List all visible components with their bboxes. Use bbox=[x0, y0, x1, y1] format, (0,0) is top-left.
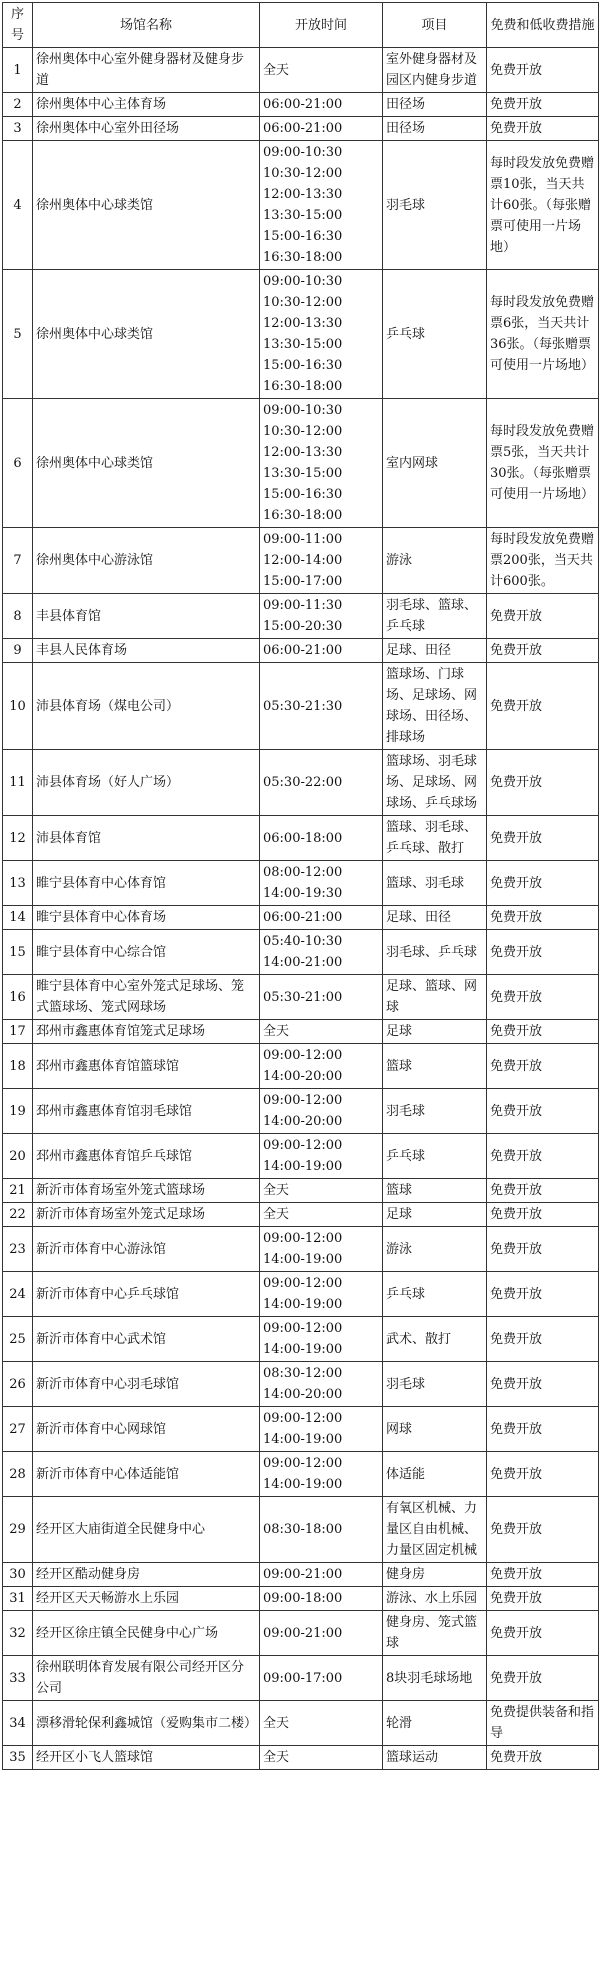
time-slot: 09:00-12:00 bbox=[263, 1048, 343, 1063]
table-row bbox=[3, 1317, 599, 1362]
table-row bbox=[3, 1746, 599, 1770]
venue-cell: 新沂市体育中心武术馆 bbox=[33, 1317, 260, 1362]
item-cell: 体适能 bbox=[383, 1452, 487, 1497]
time-slot: 08:00-12:00 bbox=[263, 865, 343, 880]
time-slot: 14:00-19:00 bbox=[263, 1252, 343, 1267]
table-row bbox=[3, 141, 599, 270]
serial-cell: 23 bbox=[3, 1227, 33, 1272]
fee-cell: 免费开放 bbox=[487, 975, 599, 1020]
fee-cell: 每时段发放免费赠票6张，当天共计36张。（每张赠票可使用一片场地） bbox=[487, 270, 599, 399]
item-cell: 室外健身器材及园区内健身步道 bbox=[383, 48, 487, 93]
serial-cell: 13 bbox=[3, 861, 33, 906]
item-cell: 篮球场、门球场、足球场、网球场、田径场、排球场 bbox=[383, 663, 487, 750]
hours-cell bbox=[260, 1587, 383, 1611]
item-cell: 8块羽毛球场地 bbox=[383, 1656, 487, 1701]
fee-cell: 每时段发放免费赠票10张，当天共计60张。（每张赠票可使用一片场地） bbox=[487, 141, 599, 270]
time-slot: 09:00-10:30 bbox=[263, 145, 343, 160]
table-row bbox=[3, 639, 599, 663]
venue-cell: 徐州奥体中心球类馆 bbox=[33, 141, 260, 270]
hours-cell bbox=[260, 141, 383, 270]
table-row bbox=[3, 93, 599, 117]
venue-cell: 经开区小飞人篮球馆 bbox=[33, 1746, 260, 1770]
time-slot: 09:00-12:00 bbox=[263, 1411, 343, 1426]
hours-cell bbox=[260, 1407, 383, 1452]
time-slot: 10:30-12:00 bbox=[263, 295, 343, 310]
header-venue: 场馆名称 bbox=[33, 3, 260, 48]
time-slot: 14:00-19:30 bbox=[263, 886, 343, 901]
item-cell: 足球 bbox=[383, 1203, 487, 1227]
table-row bbox=[3, 528, 599, 594]
time-slot: 全天 bbox=[263, 1207, 290, 1222]
serial-cell: 3 bbox=[3, 117, 33, 141]
venue-cell: 丰县人民体育场 bbox=[33, 639, 260, 663]
time-slot: 13:30-15:00 bbox=[263, 208, 343, 223]
header-serial: 序号 bbox=[3, 3, 33, 48]
serial-cell: 35 bbox=[3, 1746, 33, 1770]
venue-cell: 丰县体育馆 bbox=[33, 594, 260, 639]
serial-cell: 32 bbox=[3, 1611, 33, 1656]
venue-cell: 睢宁县体育中心综合馆 bbox=[33, 930, 260, 975]
table-row bbox=[3, 1452, 599, 1497]
table-row bbox=[3, 1020, 599, 1044]
table-row bbox=[3, 1272, 599, 1317]
hours-cell bbox=[260, 861, 383, 906]
item-cell: 田径场 bbox=[383, 117, 487, 141]
fee-cell: 免费开放 bbox=[487, 1452, 599, 1497]
time-slot: 14:00-19:00 bbox=[263, 1477, 343, 1492]
item-cell: 篮球、羽毛球、乒乓球、散打 bbox=[383, 816, 487, 861]
time-slot: 06:00-18:00 bbox=[263, 830, 343, 846]
item-cell: 羽毛球、乒乓球 bbox=[383, 930, 487, 975]
item-cell: 网球 bbox=[383, 1407, 487, 1452]
table-row bbox=[3, 975, 599, 1020]
time-slot: 全天 bbox=[263, 62, 290, 78]
time-slot: 05:30-21:30 bbox=[263, 698, 343, 714]
fee-cell: 免费开放 bbox=[487, 1134, 599, 1179]
item-cell: 篮球、羽毛球 bbox=[383, 861, 487, 906]
time-slot: 16:30-18:00 bbox=[263, 379, 343, 394]
time-slot: 09:00-12:00 bbox=[263, 1321, 343, 1336]
header-hours: 开放时间 bbox=[260, 3, 383, 48]
time-slot: 16:30-18:00 bbox=[263, 250, 343, 265]
hours-cell bbox=[260, 1452, 383, 1497]
time-slot: 09:00-12:00 bbox=[263, 1456, 343, 1471]
time-slot: 12:00-13:30 bbox=[263, 445, 343, 460]
fee-cell: 免费开放 bbox=[487, 1656, 599, 1701]
serial-cell: 24 bbox=[3, 1272, 33, 1317]
table-row bbox=[3, 1407, 599, 1452]
table-row bbox=[3, 816, 599, 861]
time-slot: 09:00-12:00 bbox=[263, 1276, 343, 1291]
time-slot: 全天 bbox=[263, 1183, 290, 1198]
fee-cell: 免费开放 bbox=[487, 1317, 599, 1362]
serial-cell: 20 bbox=[3, 1134, 33, 1179]
hours-cell bbox=[260, 1497, 383, 1563]
table-row bbox=[3, 1587, 599, 1611]
table-row bbox=[3, 1362, 599, 1407]
item-cell: 篮球 bbox=[383, 1044, 487, 1089]
venue-cell: 睢宁县体育中心体育馆 bbox=[33, 861, 260, 906]
serial-cell: 28 bbox=[3, 1452, 33, 1497]
serial-cell: 27 bbox=[3, 1407, 33, 1452]
fee-cell: 免费开放 bbox=[487, 861, 599, 906]
venue-cell: 徐州奥体中心游泳馆 bbox=[33, 528, 260, 594]
time-slot: 05:30-21:00 bbox=[263, 989, 343, 1005]
serial-cell: 12 bbox=[3, 816, 33, 861]
hours-cell bbox=[260, 930, 383, 975]
fee-cell: 免费开放 bbox=[487, 1227, 599, 1272]
time-slot: 08:30-18:00 bbox=[263, 1522, 343, 1537]
time-slot: 15:00-16:30 bbox=[263, 358, 343, 373]
time-slot: 09:00-11:00 bbox=[263, 532, 343, 547]
time-slot: 16:30-18:00 bbox=[263, 508, 343, 523]
venue-cell: 邳州市鑫惠体育馆笼式足球场 bbox=[33, 1020, 260, 1044]
item-cell: 乒乓球 bbox=[383, 1272, 487, 1317]
fee-cell: 免费提供装备和指导 bbox=[487, 1701, 599, 1746]
time-slot: 14:00-20:00 bbox=[263, 1387, 343, 1402]
time-slot: 09:00-12:00 bbox=[263, 1231, 343, 1246]
table-row bbox=[3, 1656, 599, 1701]
item-cell: 足球、田径 bbox=[383, 639, 487, 663]
item-cell: 游泳、水上乐园 bbox=[383, 1587, 487, 1611]
hours-cell bbox=[260, 1746, 383, 1770]
serial-cell: 21 bbox=[3, 1179, 33, 1203]
hours-cell bbox=[260, 594, 383, 639]
fee-cell: 免费开放 bbox=[487, 906, 599, 930]
hours-cell bbox=[260, 528, 383, 594]
hours-cell bbox=[260, 399, 383, 528]
table-row bbox=[3, 594, 599, 639]
serial-cell: 30 bbox=[3, 1563, 33, 1587]
time-slot: 06:00-21:00 bbox=[263, 910, 343, 925]
table-row bbox=[3, 1611, 599, 1656]
time-slot: 14:00-20:00 bbox=[263, 1114, 343, 1129]
serial-cell: 4 bbox=[3, 141, 33, 270]
venue-cell: 经开区天天畅游水上乐园 bbox=[33, 1587, 260, 1611]
venue-cell: 睢宁县体育中心体育场 bbox=[33, 906, 260, 930]
venue-cell: 新沂市体育中心乒乓球馆 bbox=[33, 1272, 260, 1317]
time-slot: 09:00-21:00 bbox=[263, 1625, 343, 1641]
item-cell: 羽毛球 bbox=[383, 1089, 487, 1134]
hours-cell bbox=[260, 1227, 383, 1272]
serial-cell: 25 bbox=[3, 1317, 33, 1362]
venue-cell: 经开区酷动健身房 bbox=[33, 1563, 260, 1587]
fee-cell: 免费开放 bbox=[487, 1272, 599, 1317]
time-slot: 09:00-18:00 bbox=[263, 1591, 343, 1606]
item-cell: 足球 bbox=[383, 1020, 487, 1044]
venue-cell: 徐州联明体育发展有限公司经开区分公司 bbox=[33, 1656, 260, 1701]
time-slot: 12:00-13:30 bbox=[263, 316, 343, 331]
time-slot: 10:30-12:00 bbox=[263, 424, 343, 439]
time-slot: 05:30-22:00 bbox=[263, 775, 343, 790]
fee-cell: 免费开放 bbox=[487, 750, 599, 816]
venue-cell: 邳州市鑫惠体育馆篮球馆 bbox=[33, 1044, 260, 1089]
header-row bbox=[3, 3, 599, 48]
fee-cell: 免费开放 bbox=[487, 816, 599, 861]
hours-cell bbox=[260, 1362, 383, 1407]
item-cell: 羽毛球、篮球、乒乓球 bbox=[383, 594, 487, 639]
venue-cell: 邳州市鑫惠体育馆羽毛球馆 bbox=[33, 1089, 260, 1134]
venue-cell: 新沂市体育中心体适能馆 bbox=[33, 1452, 260, 1497]
venue-cell: 徐州奥体中心主体育场 bbox=[33, 93, 260, 117]
serial-cell: 18 bbox=[3, 1044, 33, 1089]
hours-cell bbox=[260, 639, 383, 663]
time-slot: 09:00-11:30 bbox=[263, 598, 343, 613]
fee-cell: 免费开放 bbox=[487, 1179, 599, 1203]
fee-cell: 免费开放 bbox=[487, 1044, 599, 1089]
venue-cell: 漂移滑轮保利鑫城馆（爱购集市二楼） bbox=[33, 1701, 260, 1746]
fee-cell: 免费开放 bbox=[487, 117, 599, 141]
time-slot: 14:00-21:00 bbox=[263, 955, 343, 970]
time-slot: 09:00-10:30 bbox=[263, 274, 343, 289]
hours-cell bbox=[260, 663, 383, 750]
serial-cell: 22 bbox=[3, 1203, 33, 1227]
venue-cell: 邳州市鑫惠体育馆乒乓球馆 bbox=[33, 1134, 260, 1179]
fee-cell: 免费开放 bbox=[487, 1611, 599, 1656]
item-cell: 田径场 bbox=[383, 93, 487, 117]
hours-cell bbox=[260, 117, 383, 141]
item-cell: 足球、田径 bbox=[383, 906, 487, 930]
item-cell: 足球、篮球、网球 bbox=[383, 975, 487, 1020]
item-cell: 篮球场、羽毛球场、足球场、网球场、乒乓球场 bbox=[383, 750, 487, 816]
fee-cell: 免费开放 bbox=[487, 1203, 599, 1227]
hours-cell bbox=[260, 750, 383, 816]
table-row bbox=[3, 861, 599, 906]
hours-cell bbox=[260, 816, 383, 861]
time-slot: 全天 bbox=[263, 1715, 290, 1731]
hours-cell bbox=[260, 975, 383, 1020]
header-fee: 免费和低收费措施 bbox=[487, 3, 599, 48]
table-row bbox=[3, 1044, 599, 1089]
fee-cell: 免费开放 bbox=[487, 639, 599, 663]
time-slot: 13:30-15:00 bbox=[263, 337, 343, 352]
item-cell: 有氧区机械、力量区自由机械、力量区固定机械 bbox=[383, 1497, 487, 1563]
hours-cell bbox=[260, 1701, 383, 1746]
time-slot: 12:00-14:00 bbox=[263, 553, 343, 568]
venue-table bbox=[2, 2, 599, 1770]
hours-cell bbox=[260, 1044, 383, 1089]
venue-cell: 新沂市体育中心游泳馆 bbox=[33, 1227, 260, 1272]
table-row bbox=[3, 399, 599, 528]
time-slot: 15:00-16:30 bbox=[263, 229, 343, 244]
fee-cell: 免费开放 bbox=[487, 1362, 599, 1407]
item-cell: 健身房、笼式篮球 bbox=[383, 1611, 487, 1656]
time-slot: 06:00-21:00 bbox=[263, 97, 343, 112]
time-slot: 09:00-21:00 bbox=[263, 1567, 343, 1582]
hours-cell bbox=[260, 48, 383, 93]
hours-cell bbox=[260, 1203, 383, 1227]
serial-cell: 16 bbox=[3, 975, 33, 1020]
time-slot: 14:00-19:00 bbox=[263, 1432, 343, 1447]
serial-cell: 9 bbox=[3, 639, 33, 663]
item-cell: 篮球 bbox=[383, 1179, 487, 1203]
hours-cell bbox=[260, 270, 383, 399]
fee-cell: 免费开放 bbox=[487, 1587, 599, 1611]
venue-cell: 经开区徐庄镇全民健身中心广场 bbox=[33, 1611, 260, 1656]
serial-cell: 33 bbox=[3, 1656, 33, 1701]
fee-cell: 免费开放 bbox=[487, 1089, 599, 1134]
serial-cell: 17 bbox=[3, 1020, 33, 1044]
venue-cell: 徐州奥体中心室外健身器材及健身步道 bbox=[33, 48, 260, 93]
time-slot: 14:00-19:00 bbox=[263, 1159, 343, 1174]
time-slot: 10:30-12:00 bbox=[263, 166, 343, 181]
hours-cell bbox=[260, 1179, 383, 1203]
serial-cell: 26 bbox=[3, 1362, 33, 1407]
hours-cell bbox=[260, 1563, 383, 1587]
fee-cell: 免费开放 bbox=[487, 663, 599, 750]
item-cell: 游泳 bbox=[383, 1227, 487, 1272]
time-slot: 06:00-21:00 bbox=[263, 643, 343, 658]
table-header bbox=[3, 3, 599, 48]
fee-cell: 免费开放 bbox=[487, 1407, 599, 1452]
header-item: 项目 bbox=[383, 3, 487, 48]
table-row bbox=[3, 1227, 599, 1272]
item-cell: 武术、散打 bbox=[383, 1317, 487, 1362]
venue-cell: 新沂市体育中心羽毛球馆 bbox=[33, 1362, 260, 1407]
time-slot: 09:00-10:30 bbox=[263, 403, 343, 418]
time-slot: 06:00-21:00 bbox=[263, 121, 343, 136]
serial-cell: 14 bbox=[3, 906, 33, 930]
table-row bbox=[3, 48, 599, 93]
venue-cell: 沛县体育场（好人广场） bbox=[33, 750, 260, 816]
table-row bbox=[3, 117, 599, 141]
table-row bbox=[3, 1701, 599, 1746]
table-row bbox=[3, 750, 599, 816]
venue-cell: 新沂市体育场室外笼式篮球场 bbox=[33, 1179, 260, 1203]
venue-cell: 经开区大庙街道全民健身中心 bbox=[33, 1497, 260, 1563]
table-row bbox=[3, 1497, 599, 1563]
serial-cell: 19 bbox=[3, 1089, 33, 1134]
fee-cell: 免费开放 bbox=[487, 1746, 599, 1770]
table-row bbox=[3, 1179, 599, 1203]
fee-cell: 免费开放 bbox=[487, 1020, 599, 1044]
table-row bbox=[3, 930, 599, 975]
item-cell: 羽毛球 bbox=[383, 1362, 487, 1407]
time-slot: 14:00-19:00 bbox=[263, 1297, 343, 1312]
hours-cell bbox=[260, 1134, 383, 1179]
hours-cell bbox=[260, 1611, 383, 1656]
time-slot: 全天 bbox=[263, 1024, 290, 1039]
venue-cell: 沛县体育馆 bbox=[33, 816, 260, 861]
hours-cell bbox=[260, 1272, 383, 1317]
table-row bbox=[3, 270, 599, 399]
serial-cell: 31 bbox=[3, 1587, 33, 1611]
serial-cell: 11 bbox=[3, 750, 33, 816]
table-row bbox=[3, 663, 599, 750]
venue-cell: 徐州奥体中心球类馆 bbox=[33, 270, 260, 399]
time-slot: 14:00-19:00 bbox=[263, 1342, 343, 1357]
serial-cell: 15 bbox=[3, 930, 33, 975]
fee-cell: 免费开放 bbox=[487, 930, 599, 975]
hours-cell bbox=[260, 1020, 383, 1044]
fee-cell: 免费开放 bbox=[487, 1563, 599, 1587]
fee-cell: 每时段发放免费赠票5张，当天共计30张。（每张赠票可使用一片场地） bbox=[487, 399, 599, 528]
time-slot: 08:30-12:00 bbox=[263, 1366, 343, 1381]
time-slot: 13:30-15:00 bbox=[263, 466, 343, 481]
fee-cell: 免费开放 bbox=[487, 594, 599, 639]
venue-cell: 徐州奥体中心球类馆 bbox=[33, 399, 260, 528]
hours-cell bbox=[260, 93, 383, 117]
hours-cell bbox=[260, 1656, 383, 1701]
item-cell: 乒乓球 bbox=[383, 1134, 487, 1179]
item-cell: 乒乓球 bbox=[383, 270, 487, 399]
table-row bbox=[3, 1563, 599, 1587]
time-slot: 14:00-20:00 bbox=[263, 1069, 343, 1084]
time-slot: 15:00-17:00 bbox=[263, 574, 343, 589]
item-cell: 轮滑 bbox=[383, 1701, 487, 1746]
time-slot: 12:00-13:30 bbox=[263, 187, 343, 202]
time-slot: 09:00-12:00 bbox=[263, 1093, 343, 1108]
serial-cell: 8 bbox=[3, 594, 33, 639]
item-cell: 游泳 bbox=[383, 528, 487, 594]
hours-cell bbox=[260, 1317, 383, 1362]
serial-cell: 29 bbox=[3, 1497, 33, 1563]
serial-cell: 6 bbox=[3, 399, 33, 528]
serial-cell: 10 bbox=[3, 663, 33, 750]
fee-cell: 免费开放 bbox=[487, 93, 599, 117]
hours-cell bbox=[260, 906, 383, 930]
item-cell: 篮球运动 bbox=[383, 1746, 487, 1770]
serial-cell: 7 bbox=[3, 528, 33, 594]
venue-cell: 睢宁县体育中心室外笼式足球场、笼式篮球场、笼式网球场 bbox=[33, 975, 260, 1020]
time-slot: 09:00-17:00 bbox=[263, 1670, 343, 1686]
item-cell: 羽毛球 bbox=[383, 141, 487, 270]
time-slot: 05:40-10:30 bbox=[263, 934, 343, 949]
venue-cell: 徐州奥体中心室外田径场 bbox=[33, 117, 260, 141]
fee-cell: 每时段发放免费赠票200张，当天共计600张。 bbox=[487, 528, 599, 594]
item-cell: 室内网球 bbox=[383, 399, 487, 528]
serial-cell: 1 bbox=[3, 48, 33, 93]
serial-cell: 34 bbox=[3, 1701, 33, 1746]
time-slot: 全天 bbox=[263, 1750, 290, 1765]
venue-cell: 新沂市体育场室外笼式足球场 bbox=[33, 1203, 260, 1227]
table-row bbox=[3, 1203, 599, 1227]
serial-cell: 2 bbox=[3, 93, 33, 117]
fee-cell: 免费开放 bbox=[487, 1497, 599, 1563]
item-cell: 健身房 bbox=[383, 1563, 487, 1587]
serial-cell: 5 bbox=[3, 270, 33, 399]
fee-cell: 免费开放 bbox=[487, 48, 599, 93]
time-slot: 09:00-12:00 bbox=[263, 1138, 343, 1153]
time-slot: 15:00-16:30 bbox=[263, 487, 343, 502]
hours-cell bbox=[260, 1089, 383, 1134]
table-body bbox=[3, 48, 599, 1770]
table-row bbox=[3, 906, 599, 930]
table-row bbox=[3, 1089, 599, 1134]
venue-cell: 沛县体育场（煤电公司） bbox=[33, 663, 260, 750]
venue-cell: 新沂市体育中心网球馆 bbox=[33, 1407, 260, 1452]
table-row bbox=[3, 1134, 599, 1179]
time-slot: 15:00-20:30 bbox=[263, 619, 343, 634]
